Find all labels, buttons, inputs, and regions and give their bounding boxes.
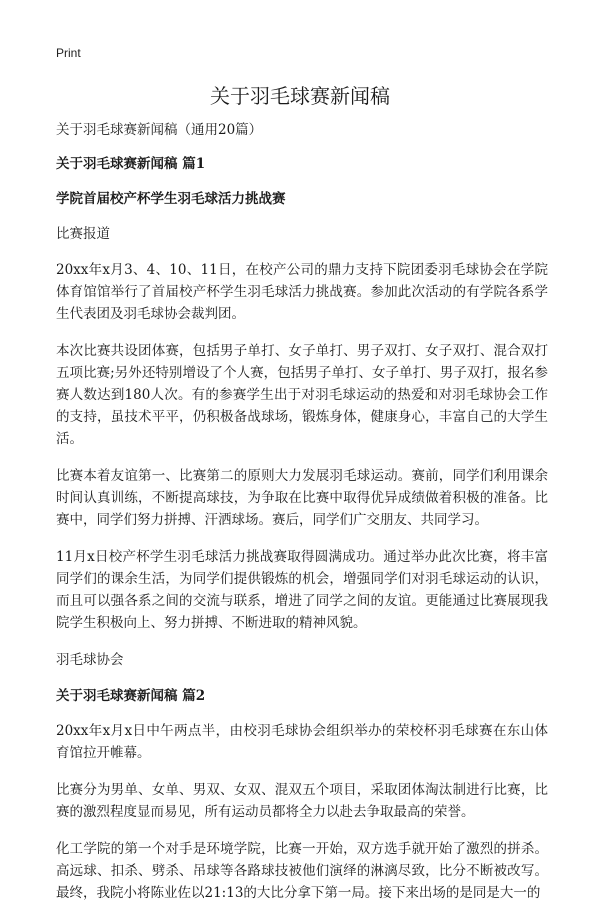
- document-body: [56, 119, 548, 919]
- print-label: Print: [56, 46, 81, 60]
- paragraph: 20xx年x月3、4、10、11日，在校产公司的鼎力支持下院团委羽毛球协会在学院体育馆馆举行了首届校产杯学生羽毛球活力挑战赛。参加此次活动的有学院各系学生代表团及羽毛球协会裁判团。: [56, 262, 548, 322]
- paragraph: 20xx年x月x日中午两点半，由校羽毛球协会组织举办的荣校杯羽毛球赛在东山体育馆拉开帷幕。: [56, 723, 548, 761]
- paragraph: 化工学院的第一个对手是环境学院，比赛一开始，双方选手就开始了激烈的拼杀。高远球、扣杀、劈杀、吊球等各路球技被他们演绎的淋漓尽致，比分不断被改写。最终，我院小将陈业佐以21:13的大比分拿下第一局。接下来出场的是同是大一的: [56, 841, 548, 901]
- paragraph: 11月x日校产杯学生羽毛球活力挑战赛取得圆满成功。通过举办此次比赛，将丰富同学们的课余生活，为同学们提供锻炼的机会，增强同学们对羽毛球运动的认识，而且可以强各系之间的交流与联系，增进了同学之间的友谊。更能通过比赛展现我院学生积极向上、努力拼搏、不断进取的精神风貌。: [56, 549, 548, 631]
- report-label: 比赛报道: [56, 226, 110, 242]
- event-title: 学院首届校产杯学生羽毛球活力挑战赛: [56, 191, 286, 207]
- document-title: 关于羽毛球赛新闻稿: [210, 84, 390, 108]
- paragraph: 比赛本着友谊第一、比赛第二的原则大力发展羽毛球运动。赛前，同学们利用课余时间认真训练，不断提高球技，为争取在比赛中取得优异成绩做着积极的准备。比赛中，同学们努力拼搏、汗洒球场。赛后，同学们广交朋友、共同学习。: [56, 468, 548, 528]
- document-subtitle: 关于羽毛球赛新闻稿（通用20篇）: [56, 122, 263, 138]
- section-heading-1: 关于羽毛球赛新闻稿 篇1: [56, 156, 206, 172]
- section-heading-2: 关于羽毛球赛新闻稿 篇2: [56, 688, 206, 704]
- paragraph: 比赛分为男单、女单、男双、女双、混双五个项目，采取团体淘汰制进行比赛，比赛的激烈程度显而易见，所有运动员都将全力以赴去争取最高的荣誉。: [56, 782, 548, 820]
- paragraph: 本次比赛共设团体赛，包括男子单打、女子单打、男子双打、女子双打、混合双打五项比赛;另外还特别增设了个人赛，包括男子单打、女子单打、男子双打，报名参赛人数达到180人次。有的参赛学生出于对羽毛球运动的热爱和对羽毛球协会工作的支持，虽技术平平，仍积极备战球场，锻炼身体，健康身心，丰富自己的大学生活。: [56, 343, 548, 447]
- signature: 羽毛球协会: [56, 652, 124, 668]
